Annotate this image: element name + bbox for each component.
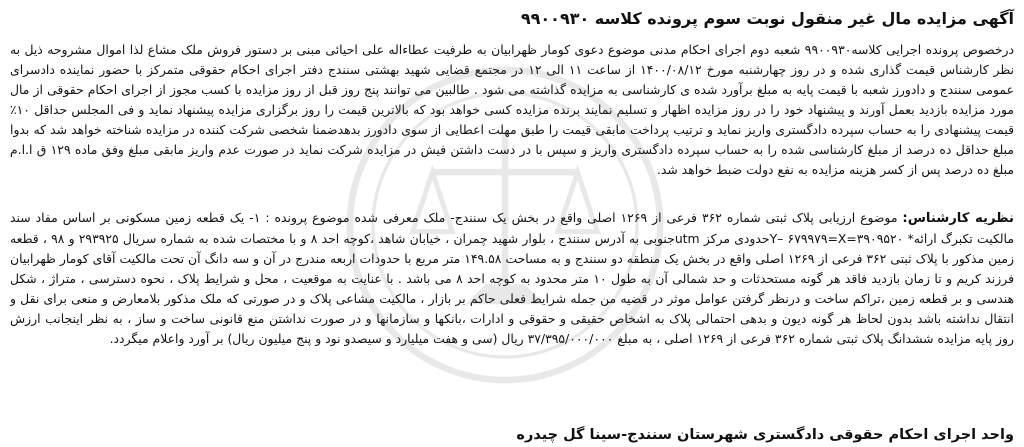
expert-opinion-label: نظریه کارشناس:: [902, 211, 1014, 226]
expert-opinion-paragraph: [10, 208, 1014, 418]
issuing-unit-signature: واحد اجرای احکام حقوقی دادگستری شهرستان سنندج-سینا گل چیدره: [516, 427, 1014, 443]
notice-title: آگهی مزایده مال غیر منقول نوبت سوم پرونده کلاسه ۹۹۰۰۹۳۰: [520, 9, 1014, 28]
expert-opinion-text: موضوع ارزیابی پلاک ثبتی شماره ۳۶۲ فرعی از ۱۲۶۹ اصلی واقع در بخش یک سنندج- ملک معرفی شده موضوع پرونده : ۱- یک قطعه زمین مسکونی بر اساس مفاد سند مالکیت تکبرگ ارائه* ۳۹۰۹۵۲۰=Y– ۶۷۹۹۷۹=Xحدودی مرکز utmجنوبی به آدرس سنندج ، بلوار شهید چمران ، خیابان شاهد ،کوچه احد ۸ و با مختصات شده به شماره سریال ۲۹۳۹۲۵ و ۹۸ ، قطعه زمین مذکور با پلاک ثبتی ۳۶۲ فرعی از ۱۲۶۹ اصلی واقع در بخش یک منطقه دو سنندج و به مساحت ۱۴۹.۵۸ متر مربع با حدودات اربعه مندرج در آن و سه دانگ آن تحت مالکیت آقای کومار ظهرابیان فرزند کریم و تا زمان بازدید فاقد هر گونه مستحدثات و حد شمالی آن به طول ۱۰ متر محدود به کوچه احد ۸ می باشد . با عنایت به موقعیت ، محل و شرایط پلاک ، نحوه دسترسی ، متراژ ، شکل هندسی و بر قطعه زمین ،تراکم ساخت و درنظر گرفتن عوامل موثر در قضیه من جمله شرایط فعلی حاکم بر بازار ، مالکیت مشاعی پلاک و در صورتی که ملک مذکور بلامعارض و منعی برای نقل و انتقال نداشته باشد بدون لحاظ هر گونه دیون و بدهی احتمالی پلاک به اشخاص حقیقی و حقوقی و ادارات ،بانکها و سازمانها و در صورت نداشتن منع قانونی ساخت و ساز ، به نظر اینجانب ارزش روز پایه مزایده ششدانگ پلاک ثبتی شماره ۳۶۲ فرعی از ۱۲۶۹ اصلی ، به مبلغ ۳۷/۳۹۵/۰۰۰/۰۰۰ ریال (سی و هفت میلیارد و سیصدو نود و پنج میلیون ریال) بر آورد واعلام میگردد.: [10, 210, 1014, 346]
auction-terms-paragraph: درخصوص پرونده اجرایی کلاسه۹۹۰۰۹۳۰ شعبه دوم اجرای احکام مدنی موضوع دعوی کومار ظهرابیان به طرفیت عطاءاله علی احیائی مبنی بر دستور فروش ملک مشاع لذا اموال مشروحه ذیل به نظر کارشناس قیمت گذاری شده و در روز چهارشنبه مورخ ۱۴۰۰/۰۸/۱۲ از ساعت ۱۱ الی ۱۲ در مجتمع قضایی شهید بهشتی سنندج دفتر اجرای احکام حقوقی متمرکز با حضور نماینده دادسرای عمومی سنندج و دادورز شعبه با قیمت پایه به مبلغ برآورد شده ی کارشناسی به مزایده گذاشته می شود . طالبین می توانند پنج روز قبل از روز مزایده با کسب مجوز از اجرای احکام حقوقی از مال مورد مزایده بازدید بعمل آورند و پیشنهاد خود را در روز مزایده اظهار و تسلیم نمایند برنده مزایده کسی خواهد بود که بالاترین قیمت را روز برگزاری مزایده پیشنهاد نماید و فی المجلس حداقل ۱۰٪ قیمت پیشنهادی را به حساب سپرده دادگستری واریز نماید و ترتیب پرداخت مابقی قیمت را طبق مهلت اعطایی از سوی دادورز بدهدضمنا شخصی شرکت کننده در مزایده شناخته خواهد شد که بدوا مبلغ حداقل ده درصد از مبلغ کارشناسی شده را به حساب سپرده دادگستری واریز و سپس با در دست داشتن فیش در مزایده شرکت نماید در صورت عدم واریز مابقی مبلغ وفق ماده ۱۲۹ ق ا.ا.م مبلغ ده درصد پس از کسر هزینه مزایده به نفع دولت ضبط خواهد شد.: [10, 42, 1014, 177]
